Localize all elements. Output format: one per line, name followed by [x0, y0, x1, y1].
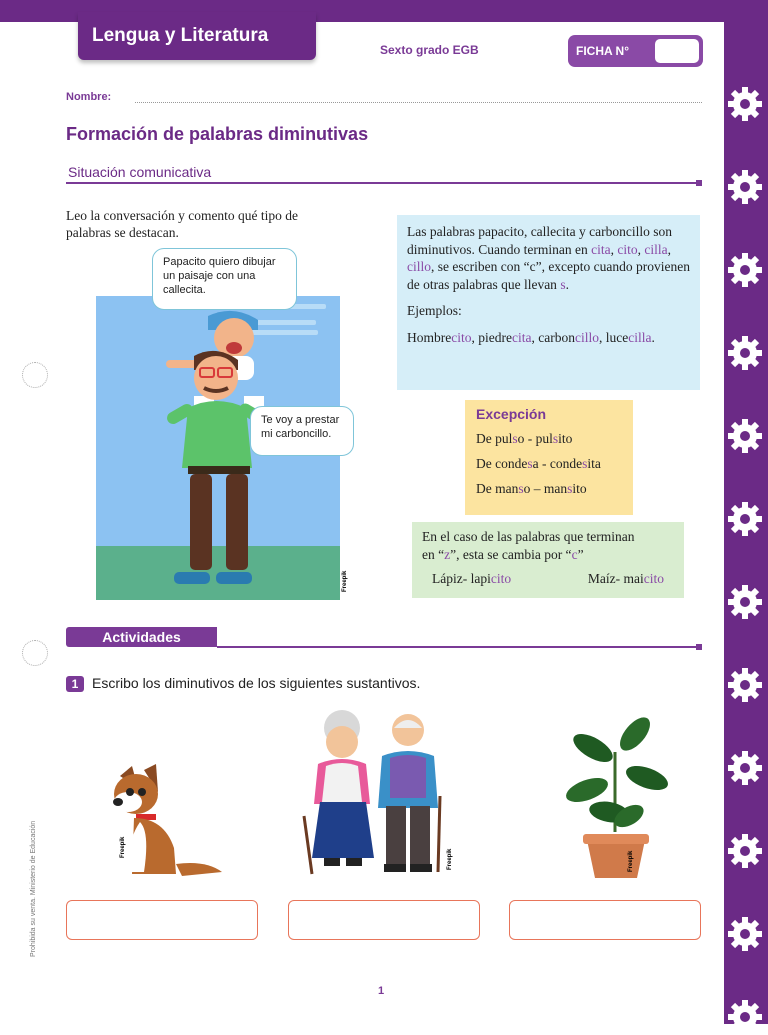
- nombre-field[interactable]: [135, 102, 702, 103]
- suffix-cita: cita: [591, 241, 611, 257]
- letter-s: s: [567, 481, 573, 496]
- example-suffix: cillo: [574, 329, 599, 345]
- exception-text: pul: [495, 431, 513, 446]
- z-example-1: [432, 570, 511, 588]
- page-number: 1: [378, 985, 385, 997]
- gear-icon: [727, 252, 763, 288]
- example-root: piedre: [478, 329, 512, 345]
- activities-tab: Actividades: [66, 627, 217, 647]
- exception-text: man: [495, 481, 519, 496]
- answer-field-plant[interactable]: [509, 900, 701, 940]
- binder-hole: [22, 640, 48, 666]
- page-title: Formación de palabras diminutivas: [66, 124, 369, 144]
- example-suffix: cita: [511, 329, 532, 345]
- letter-s: s: [518, 481, 524, 496]
- exception-text: ita: [587, 456, 601, 471]
- suffix-cillo: cillo: [407, 259, 431, 274]
- letter-s: s: [560, 276, 566, 292]
- section-title: Situación comunicativa: [68, 164, 212, 180]
- example-root: Maíz- mai: [587, 571, 644, 586]
- section-divider-end: [696, 180, 702, 186]
- image-credit: Freepik: [447, 848, 453, 870]
- exception-list: [476, 431, 622, 497]
- exception-text: o - pul: [517, 431, 553, 446]
- father-speech-text: Te voy a prestar mi carboncillo.: [261, 414, 340, 440]
- suffix-cito: cito: [617, 241, 638, 257]
- ficha-number-field[interactable]: [655, 39, 699, 63]
- child-speech-text: Papacito quiero dibujar un paisaje con una callecita.: [163, 256, 276, 296]
- image-credit: Freepik: [628, 850, 634, 872]
- plant-picture: [565, 712, 670, 880]
- rule-text: Las palabras papacito, callecita y carboncillo son diminutivos. Cuando terminan en: [407, 224, 673, 257]
- subject-title: Lengua y Literatura: [78, 12, 316, 60]
- exception-text: conde: [495, 456, 528, 471]
- z-rule-line1: En el caso de las palabras que terminan: [422, 529, 635, 544]
- question-number: 1: [66, 676, 84, 692]
- activities-divider: [217, 646, 697, 648]
- gear-icon: [727, 833, 763, 869]
- exception-row: De pulso - pulsito: [476, 431, 573, 446]
- example-suffix: cito: [490, 571, 512, 586]
- examples-label: Ejemplos:: [407, 303, 462, 318]
- side-notice: Prohibida su venta. Ministerio de Educación: [30, 820, 37, 957]
- question-text: Escribo los diminutivos de los siguientes sustantivos.: [92, 675, 421, 691]
- father-speech-bubble: [250, 406, 354, 456]
- exception-text: ito: [558, 431, 573, 446]
- diminutive-rule-box: [397, 215, 700, 390]
- example-suffix: cito: [643, 571, 664, 586]
- gear-icon: [727, 999, 763, 1035]
- ficha-label: FICHA N°: [576, 44, 630, 58]
- letter-s: s: [527, 456, 533, 471]
- z-rule-box: [412, 522, 684, 598]
- example-root: carbon: [538, 329, 575, 345]
- rule-text-cont: , se escriben con “c”, excepto cuando provienen de otras palabras que llevan: [407, 259, 691, 292]
- gear-icon: [727, 501, 763, 537]
- rule-paragraph: Las palabras papacito, callecita y carboncillo son diminutivos. Cuando terminan en cita, cito, cilla, cillo, se escriben con “c”, excepto cuando provienen de otras palabras que llevan s.: [407, 224, 691, 292]
- image-credit: Freepik: [342, 570, 348, 592]
- letter-s: s: [552, 431, 559, 446]
- binder-hole: [22, 362, 48, 388]
- dog-picture: [100, 760, 225, 878]
- z-rule-text: en “: [422, 547, 445, 562]
- child-speech-bubble: [152, 248, 297, 310]
- exception-text: ito: [572, 481, 587, 496]
- exception-text: o – man: [523, 481, 568, 496]
- example-root: Hombre: [407, 329, 452, 345]
- letter-c: c: [571, 547, 578, 562]
- example-root: luce: [605, 329, 629, 345]
- z-rule-text: ”, esta se cambia por “: [450, 547, 572, 562]
- gear-icon: [727, 169, 763, 205]
- answer-field-grandparents[interactable]: [288, 900, 480, 940]
- image-credit: Freepik: [120, 836, 126, 858]
- gear-icon: [727, 916, 763, 952]
- z-example-2: [588, 570, 664, 588]
- grade-label: Sexto grado EGB: [380, 43, 479, 57]
- example-suffix: cito: [451, 329, 472, 345]
- gear-icon: [727, 667, 763, 703]
- examples-list: Hombrecito, piedrecita, carboncillo, lucecilla.: [407, 329, 655, 345]
- section-divider: [66, 182, 698, 184]
- example-root: Lápiz- lapi: [432, 571, 491, 586]
- gear-icon: [727, 584, 763, 620]
- letter-s: s: [582, 456, 588, 471]
- letter-z: z: [444, 547, 451, 562]
- answer-field-dog[interactable]: [66, 900, 258, 940]
- z-rule-text: ”: [577, 547, 584, 562]
- activities-divider-end: [696, 644, 702, 650]
- z-rule-examples: [422, 570, 674, 588]
- ficha-number: [568, 35, 703, 67]
- gear-icon: [727, 86, 763, 122]
- exception-box: [465, 400, 633, 515]
- intro-text: Leo la conversación y comento qué tipo de palabras se destacan.: [66, 208, 299, 240]
- nombre-label: Nombre:: [66, 91, 112, 103]
- exception-title: Excepción: [476, 406, 547, 422]
- gear-icon: [727, 750, 763, 786]
- exception-row: De manso – mansito: [476, 481, 587, 496]
- example-suffix: cilla: [628, 329, 652, 345]
- gear-icon: [727, 335, 763, 371]
- letter-s: s: [512, 431, 518, 446]
- exception-text: a - conde: [532, 456, 583, 471]
- exception-row: De condesa - condesita: [476, 456, 601, 471]
- grandparents-picture: [290, 706, 460, 878]
- suffix-cilla: cilla: [644, 241, 668, 257]
- gear-icon: [727, 418, 763, 454]
- z-rule-line2: [422, 546, 674, 564]
